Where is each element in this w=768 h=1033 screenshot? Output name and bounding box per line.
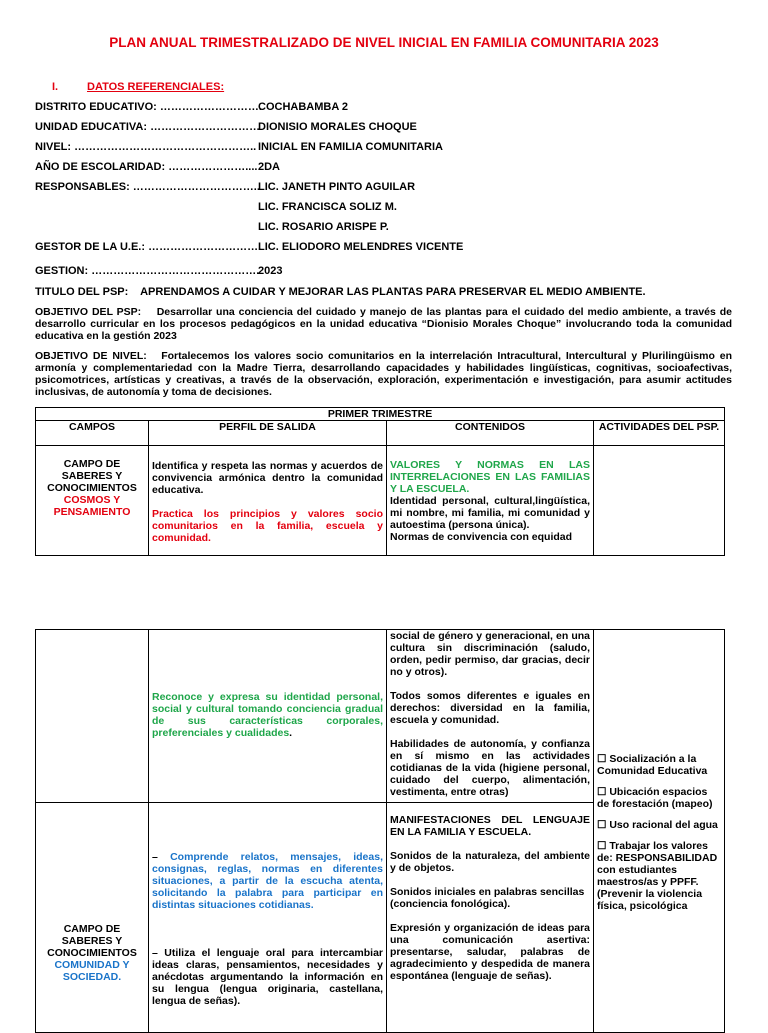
col-header-campos: CAMPOS — [36, 421, 149, 446]
field-label: NIVEL: ………………………………………….. — [35, 141, 257, 153]
contenidos-cell — [387, 803, 594, 1033]
campo-cell — [36, 803, 149, 1033]
actividades-cell — [594, 630, 725, 1033]
contenido-heading: VALORES Y NORMAS EN LAS INTERRELACIONES EN LAS FAMILIAS Y LA ESCUELA. — [390, 459, 590, 495]
contenido-text: Sonidos de la naturaleza, del ambiente y de objetos. — [390, 850, 590, 874]
field-nivel — [35, 141, 443, 153]
campo-label: CAMPO DE SABERES Y CONOCIMIENTOS — [47, 458, 137, 494]
contenido-text: Sonidos iniciales en palabras sencillas — [390, 886, 585, 898]
perfil-text-green: Reconoce y expresa su identidad personal, social y cultural tomando conciencia gradual de sus características corporales, preferenciales y cualidades — [152, 691, 383, 739]
perfil-text — [152, 691, 383, 739]
field-label: GESTION: ………………………………………. — [35, 265, 260, 277]
contenidos-cell — [387, 446, 594, 556]
contenido-text: Todos somos diferentes e iguales en derechos: diversidad en la familia, escuela y comunidad. — [390, 690, 590, 726]
perfil-text — [152, 851, 383, 911]
actividad-item: ☐ Socialización a la Comunidad Educativa — [597, 753, 708, 777]
continuation-table — [35, 629, 725, 1033]
field-value: LIC. JANETH PINTO AGUILAR — [258, 181, 416, 193]
field-value: 2023 — [258, 265, 283, 277]
field-value: DIONISIO MORALES CHOQUE — [258, 121, 417, 133]
campo-cell — [36, 446, 149, 556]
col-header-actividades: ACTIVIDADES DEL PSP. — [594, 421, 725, 446]
field-label: UNIDAD EDUCATIVA: ………………………… — [35, 121, 261, 133]
contenido-text: Identidad personal, cultural,lingüística, mi nombre, mi familia, mi comunidad y autoestima (persona única). — [390, 495, 590, 531]
contenido-text: (conciencia fonológica). — [390, 898, 511, 910]
campo-name: COMUNIDAD Y SOCIEDAD. — [54, 959, 130, 983]
actividad-item: ☐ Uso racional del agua — [597, 819, 718, 831]
perfil-text: Identifica y respeta las normas y acuerdos de convivencia armónica dentro la comunidad educativa. — [152, 460, 383, 496]
section-label: DATOS REFERENCIALES: — [87, 81, 225, 93]
actividad-item: ☐ Ubicación espacios de forestación (mapeo) — [597, 786, 713, 810]
actividades-cell — [594, 446, 725, 556]
contenido-text: social de género y generacional, en una cultura sin discriminación (saludo, orden, pedir permiso, dar gracias, decir no y otros). — [390, 630, 590, 678]
field-responsables — [35, 181, 416, 193]
table-header-trimester: PRIMER TRIMESTRE — [36, 408, 725, 421]
perfil-text-red: Practica los principios y valores socio comunitarios en la familia, escuela y comunidad. — [152, 508, 383, 544]
dash: – — [152, 851, 171, 863]
perfil-text: – Utiliza el lenguaje oral para intercambiar ideas claras, pensamientos, necesidades y anécdotas argumentando la información en su lengua (lengua originaria, castellana, lengua de señas). — [152, 947, 383, 1007]
campo-name: COSMOS Y PENSAMIENTO — [53, 494, 131, 518]
campo-label: CAMPO DE SABERES Y CONOCIMIENTOS — [47, 923, 137, 959]
document-title: PLAN ANUAL TRIMESTRALIZADO DE NIVEL INICIAL EN FAMILIA COMUNITARIA 2023 — [109, 35, 659, 50]
contenido-heading: MANIFESTACIONES DEL LENGUAJE EN LA FAMILIA Y ESCUELA. — [390, 814, 590, 838]
objetivo-nivel: OBJETIVO DE NIVEL: Fortalecemos los valores socio comunitarios en la interrelación Intracultural, Intercultural y Plurilingüismo en armonía y complementariedad con la Madre Tierra, desarrollando capacidades y habilidades lingüísticas, cognitivas, socioafectivas, psicomotrices, artísticas y creativas, a través de la observación, exploración, experimentación e investigación, para asumir actitudes inclusivas, de autonomía y toma de decisiones. — [35, 350, 735, 398]
contenidos-cell — [387, 630, 594, 803]
field-value: LIC. FRANCISCA SOLIZ M. — [258, 201, 397, 213]
contenido-text: Habilidades de autonomía, y confianza en sí mismo en las actividades cotidianas de la vida (higiene personal, cuidado del cuerpo, alimentación, vestimenta, entre otras) — [390, 738, 590, 798]
field-value: COCHABAMBA 2 — [258, 101, 349, 113]
field-unidad — [35, 121, 417, 133]
col-header-perfil: PERFIL DE SALIDA — [149, 421, 387, 446]
field-value: INICIAL EN FAMILIA COMUNITARIA — [258, 141, 443, 153]
perfil-text-blue: Comprende relatos, mensajes, ideas, consignas, reglas, normas en diferentes situaciones, a partir de la escucha atenta, solicitando la palabra para participar en distintas situaciones cotidianas. — [152, 851, 383, 911]
perfil-cell — [149, 630, 387, 803]
actividad-item: ☐ Trabajar los valores de: RESPONSABILIDAD con estudiantes maestros/as y PPFF. (Prevenir la violencia física, psicológica — [597, 840, 718, 912]
field-value: 2DA — [258, 161, 281, 173]
field-value: LIC. ELIODORO MELENDRES VICENTE — [258, 241, 464, 253]
perfil-dot: . — [289, 727, 293, 739]
contenido-text: Expresión y organización de ideas para una comunicación asertiva: presentarse, saludar, palabras de agradecimiento y despedida de manera espontánea (lenguaje de señas). — [390, 922, 590, 982]
section-heading — [52, 81, 224, 93]
primer-trimestre-table — [35, 407, 725, 556]
field-gestor — [35, 241, 464, 253]
field-gestion — [35, 265, 283, 277]
titulo-psp: TITULO DEL PSP: APRENDAMOS A CUIDAR Y MEJORAR LAS PLANTAS PARA PRESERVAR EL MEDIO AMBIENTE. — [35, 286, 646, 298]
field-label: DISTRITO EDUCATIVO: ………………………. — [35, 101, 262, 113]
campo-cell-empty — [36, 630, 149, 803]
contenido-text: Normas de convivencia con equidad — [390, 531, 573, 543]
field-label: AÑO DE ESCOLARIDAD: ………………….... — [35, 161, 258, 173]
perfil-cell — [149, 446, 387, 556]
perfil-cell — [149, 803, 387, 1033]
field-label: GESTOR DE LA U.E.: …………………………. — [35, 241, 262, 253]
field-label: RESPONSABLES: …………………………….. — [35, 181, 260, 193]
field-value: LIC. ROSARIO ARISPE P. — [258, 221, 389, 233]
field-distrito — [35, 101, 349, 113]
field-anio — [35, 161, 281, 173]
col-header-contenidos: CONTENIDOS — [387, 421, 594, 446]
section-number: I. — [52, 81, 59, 93]
objetivo-psp: OBJETIVO DEL PSP: Desarrollar una conciencia del cuidado y manejo de las plantas para el cuidado del medio ambiente, a través de desarrollo curricular en los procesos pedagógicos en la unidad educativa “Dionisio Morales Choque” involucrando toda la comunidad educativa en la gestión 2023 — [35, 306, 735, 342]
